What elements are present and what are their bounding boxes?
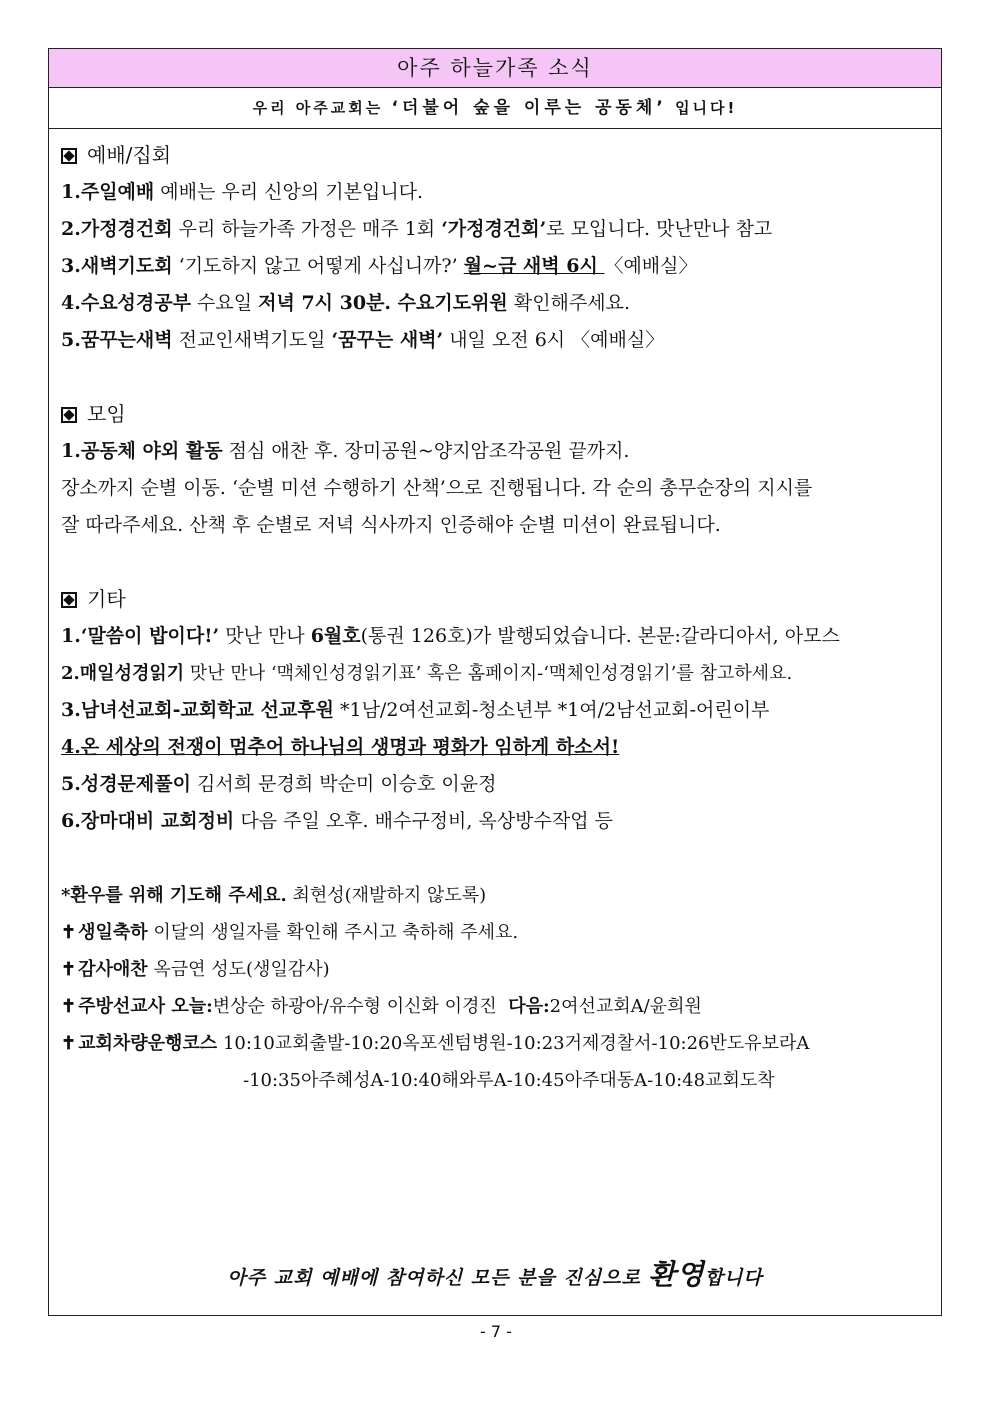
birthday-notice: ✝ 생일축하 이달의 생일자를 확인해 주시고 축하해 주세요. (61, 922, 519, 943)
thanks-notice: ✝ 감사애찬 옥금연 성도(생일감사) (61, 959, 330, 980)
diamond-square-icon (61, 407, 77, 423)
cross-icon: ✝ (61, 922, 77, 943)
bus-notice-cont: -10:35아주혜성A-10:40해와루A-10:45아주대동A-10:48교회도착 (243, 1070, 775, 1091)
content (61, 137, 935, 1099)
diamond-square-icon (61, 148, 77, 164)
footer-welcome: 아주 교회 예배에 참여하신 모든 분을 진심으로 환영합니다 (227, 1258, 763, 1291)
etc-item: 6.장마대비 교회정비 다음 주일 오후. 배수구정비, 옥상방수작업 등 (61, 810, 613, 832)
cross-icon: ✝ (61, 959, 77, 980)
etc-item: 1.‘말씀이 밥이다!’ 맛난 만나 6월호(통권 126호)가 발행되었습니다. 본문:갈라디아서, 아모스 (61, 625, 840, 647)
page-title: 아주 하늘가족 소식 (49, 49, 941, 88)
worship-item: 3.새벽기도회 ‘기도하지 않고 어떻게 사십니까?’ 월~금 새벽 6시 〈예배실〉 (61, 255, 698, 277)
subtitle-post: 입니다! (675, 99, 738, 117)
etc-item: 5.성경문제풀이 김서희 문경희 박순미 이승호 이윤정 (61, 773, 497, 795)
subtitle-pre: 우리 아주교회는 (252, 99, 384, 117)
worship-item: 2.가정경건회 우리 하늘가족 가정은 매주 1회 ‘가정경건회’로 모입니다. 맛난만나 참고 (61, 218, 773, 240)
page-number: - 7 - (480, 1322, 512, 1341)
section-etc-heading: 기타 (61, 581, 935, 618)
cross-icon: ✝ (61, 996, 77, 1017)
etc-item: 4.온 세상의 전쟁이 멈추어 하나님의 생명과 평화가 임하게 하소서! (61, 736, 620, 758)
gathering-paragraph: 장소까지 순별 이동. ‘순별 미션 수행하기 산책’으로 진행됩니다. 각 순의 총무순장의 지시를 (61, 477, 813, 499)
section-worship-heading: 예배/집회 (61, 137, 935, 174)
worship-item: 1.주일예배 예배는 우리 신앙의 기본입니다. (61, 181, 424, 203)
etc-item: 2.매일성경읽기 맛난 만나 ‘맥체인성경읽기표’ 혹은 홈페이지-‘맥체인성경읽기’를 참고하세요. (61, 663, 793, 684)
etc-item: 3.남녀선교회-교회학교 선교후원 *1남/2여선교회-청소년부 *1여/2남선교회-어린이부 (61, 699, 770, 721)
bus-notice: ✝ 교회차량운행코스 10:10교회출발-10:20옥포센텀병원-10:23거제경찰서-10:26반도유보라A (61, 1033, 810, 1054)
subtitle-highlight: ‘더불어 숲을 이루는 공동체’ (391, 98, 667, 118)
section-gathering-heading: 모임 (61, 396, 935, 433)
gathering-paragraph: 잘 따라주세요. 산책 후 순별로 저녁 식사까지 인증해야 순별 미션이 완료됩니다. (61, 514, 721, 536)
worship-item: 5.꿈꾸는새벽 전교인새벽기도일 ‘꿈꾸는 새벽’ 내일 오전 6시 〈예배실〉 (61, 329, 665, 351)
subtitle (49, 88, 941, 129)
prayer-notice: *환우를 위해 기도해 주세요. 최현성(재발하지 않도록) (61, 885, 487, 906)
gathering-item: 1.공동체 야외 활동 점심 애찬 후. 장미공원~양지암조각공원 끝까지. (61, 440, 630, 462)
bulletin-frame (48, 48, 942, 1316)
cross-icon: ✝ (61, 1033, 77, 1054)
kitchen-notice: ✝ 주방선교사 오늘:변상순 하광아/유수형 이신화 이경진 다음:2여선교회A/윤희원 (61, 996, 702, 1017)
worship-item: 4.수요성경공부 수요일 저녁 7시 30분. 수요기도위원 확인해주세요. (61, 292, 631, 314)
diamond-square-icon (61, 592, 77, 608)
